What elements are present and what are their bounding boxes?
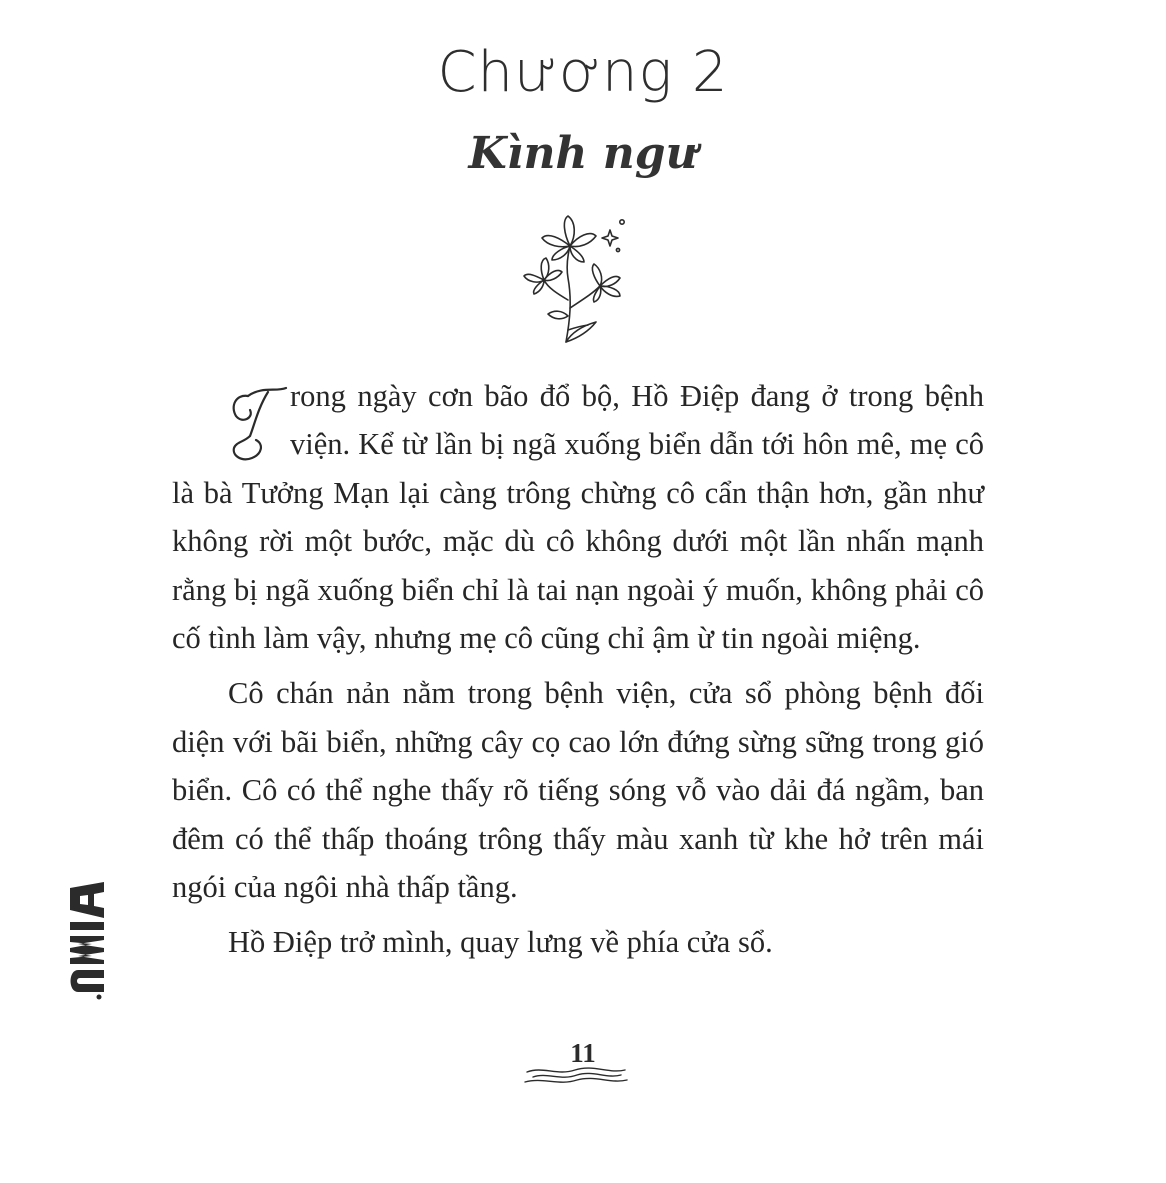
wave-ornament-icon [523,1066,629,1086]
chapter-title: Chương 2 [437,40,729,105]
paragraph-2: Cô chán nản nằm trong bệnh viện, cửa sổ phòng bệnh đối diện với bãi biển, những cây cọ cao lớn đứng sừng sững trong gió biển. Cô có thể nghe thấy rõ tiếng sóng vỗ vào dải đá ngầm, ban đêm có thể thấp thoáng trông thấy màu xanh từ khe hở trên mái ngói của ngôi nhà thấp tầng. [172,676,984,905]
flower-ornament-icon [518,208,648,348]
chapter-subtitle: Kình ngư [468,128,698,179]
page-number: 11 [570,1038,596,1068]
drop-cap-t [228,378,288,464]
chapter-body [172,372,984,974]
paragraph-1: rong ngày cơn bão đổ bộ, Hồ Điệp đang ở trong bệnh viện. Kể từ lần bị ngã xuống biển dẫn tới hôn mê, mẹ cô là bà Tưởng Mạn lại càng trông chừng cô cẩn thận hơn, gần như không rời một bước, mặc dù cô không dưới một lần nhấn mạnh rằng bị ngã xuống biển chỉ là tai nạn ngoài ý muốn, không phải cô cố tình làm vậy, nhưng mẹ cô cũng chỉ ậm ừ tin ngoài miệng. [172,379,984,656]
paragraph-3: Hồ Điệp trở mình, quay lưng về phía cửa sổ. [228,925,773,960]
publisher-logo [68,880,110,1000]
